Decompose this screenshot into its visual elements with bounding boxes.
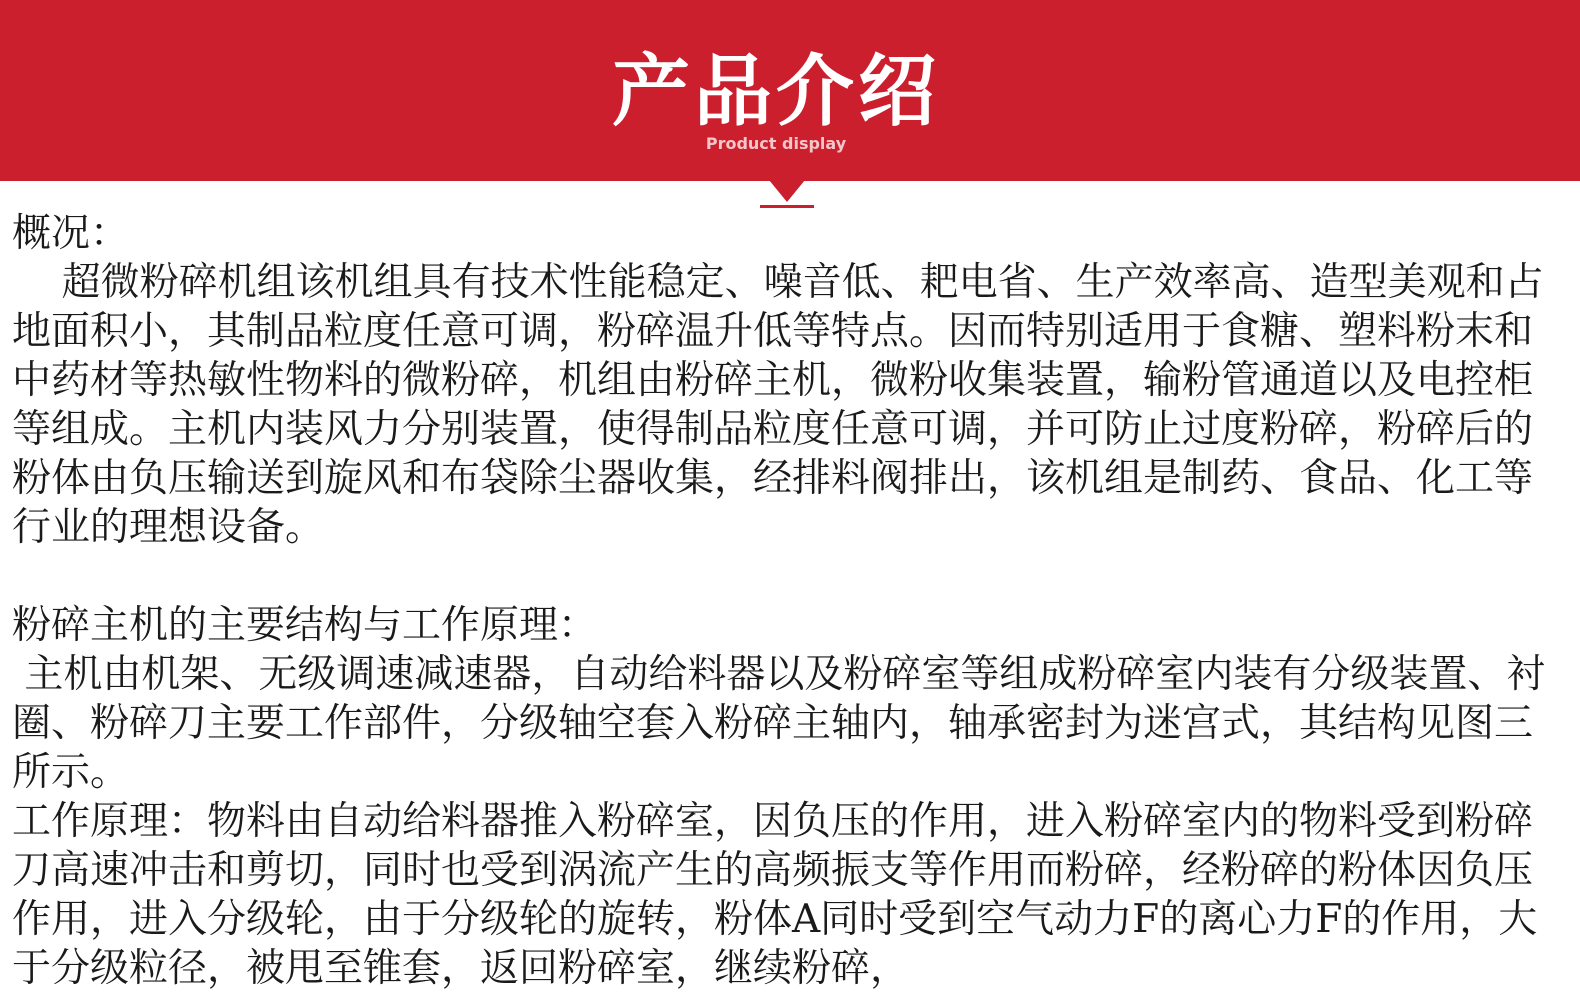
principle-paragraph: 工作原理：物料由自动给料器推入粉碎室，因负压的作用，进入粉碎室内的物料受到粉碎刀高速冲击和剪切，同时也受到涡流产生的高频振支等作用而粉碎，经粉碎的粉体因负压作用，进入分级轮，由于分级轮的旋转，粉体A同时受到空气动力F的离心力F的作用，大于分级粒径，被甩至锥套，返回粉碎室，继续粉碎， — [12, 799, 1538, 991]
paragraph-spacer — [12, 552, 1552, 601]
overview-paragraph: 超微粉碎机组该机组具有技术性能稳定、噪音低、耙电省、生产效率高、造型美观和占地面积小，其制品粒度任意可调，粉碎温升低等特点。因而特别适用于食糖、塑料粉末和中药材等热敏性物料的微粉碎，机组由粉碎主机，微粉收集装置，输粉管通道以及电控柜等组成。主机内装风力分别装置，使得制品粒度任意可调，并可防止过度粉碎，粉碎后的粉体由负压输送到旋风和布袋除尘器收集，经排料阀排出，该机组是制药、食品、化工等行业的理想设备。 — [12, 260, 1544, 550]
overview-heading: 概况： — [12, 211, 130, 256]
banner-title: 产品介绍 — [611, 47, 940, 137]
structure-paragraph: 主机由机架、无级调速减速器，自动给料器以及粉碎室等组成粉碎室内装有分级装置、衬圈、粉碎刀主要工作部件，分级轴空套入粉碎主轴内，轴承密封为迷宫式，其结构见图三所示。 — [12, 652, 1546, 795]
structure-heading: 粉碎主机的主要结构与工作原理： — [12, 603, 598, 648]
header-banner — [0, 0, 1580, 181]
pointer-underline — [760, 205, 814, 208]
article-content — [12, 209, 1552, 993]
banner-pointer-arrow — [769, 180, 805, 202]
banner-subtitle: Product display — [705, 134, 847, 153]
